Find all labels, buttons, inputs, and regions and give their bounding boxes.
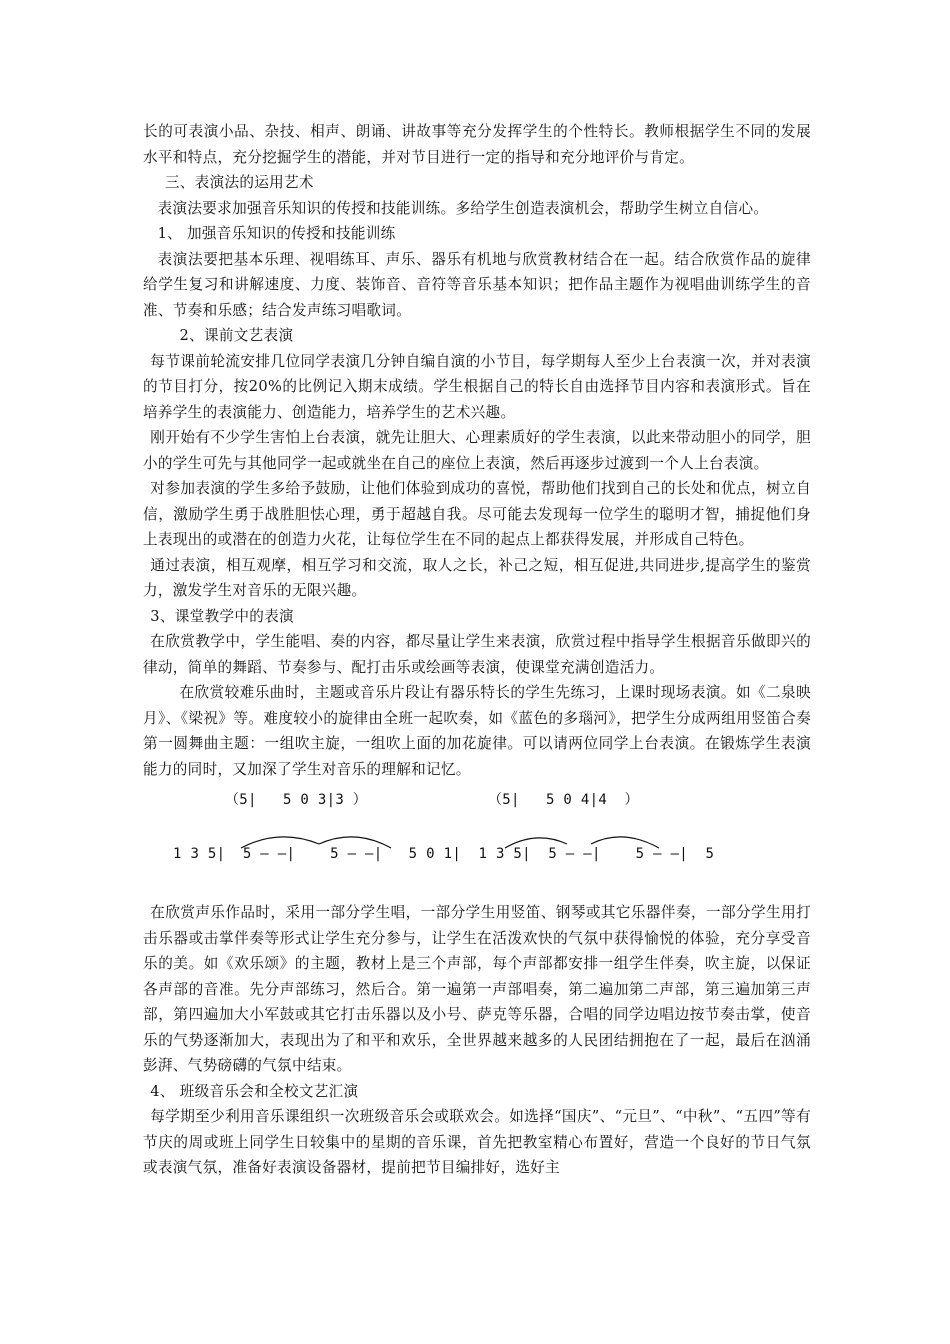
paragraph: 每学期至少利用音乐课组织一次班级音乐会或联欢会。如选择“国庆”、“元旦”、“中秋”、“五四”等有节庆的周或班上同学生日较集中的星期的音乐课，首先把教室精心布置好，营造一个良好的节日气氛或表演气氛，准备好表演设备器材，提前把节目编排好，选好主 — [143, 1108, 811, 1176]
paragraph: 对参加表演的学生多给予鼓励，让他们体验到成功的喜悦，帮助他们找到自己的长处和优点，树立自信，激励学生勇于战胜胆怯心理，勇于超越自我。尽可能去发现每一位学生的聪明才智，捕捉他们身上表现出的或潜在的创造力火花，让每位学生在不同的起点上都获得发展，并形成自己特色。 — [143, 480, 811, 548]
paragraph: 表演法要把基本乐理、视唱练耳、声乐、器乐有机地与欣赏教材结合在一起。结合欣赏作品的旋律给学生复习和讲解速度、力度、装饰音、音符等音乐基本知识；把作品主题作为视唱曲训练学生的音准、节奏和乐感；结合发声练习唱歌词。 — [143, 250, 811, 319]
numbered-notation-score — [143, 786, 811, 890]
paragraph: 在欣赏较难乐曲时，主题或音乐片段让有器乐特长的学生先练习，上课时现场表演。如《二泉映月》、《梁祝》等。难度较小的旋律由全班一起吹奏，如《蓝色的多瑙河》，把学生分成两组用竖笛合奏第一圆舞曲主题：一组吹主旋，一组吹上面的加花旋律。可以请两位同学上台表演。在锻炼学生表演能力的同时，又加深了学生对音乐的理解和记忆。 — [143, 684, 811, 778]
paragraph: 表演法要求加强音乐知识的传授和技能训练。多给学生创造表演机会，帮助学生树立自信心。 — [157, 199, 769, 217]
score-melody-line: 1 3 5| 5 – –| 5 – –| 5 0 1| 1 3 5| 5 – –| 5 – –| 5 — [173, 846, 715, 862]
section-heading: 三、表演法的运用艺术 — [164, 174, 314, 191]
subsection-heading: 2、课前文艺表演 — [179, 327, 294, 344]
score-upper-part-1: （5| 5 0 3|3 ） — [225, 792, 368, 808]
paragraph: 刚开始有不少学生害怕上台表演，就先让胆大、心理素质好的学生表演，以此来带动胆小的同学，胆小的学生可先与其他同学一起或就坐在自己的座位上表演，然后再逐步过渡到一个人上台表演。 — [143, 429, 811, 472]
subsection-heading: 3、课堂教学中的表演 — [150, 607, 294, 625]
paragraph: 每节课前轮流安排几位同学表演几分钟自编自演的小节目，每学期每人至少上台表演一次，并对表演的节目打分，按20%的比例记入期末成绩。学生根据自己的特长自由选择节目内容和表演形式。旨在培养学生的表演能力、创造能力，培养学生的艺术兴趣。 — [143, 352, 811, 421]
body-text — [143, 119, 811, 1181]
paragraph: 在欣赏教学中，学生能唱、奏的内容，都尽量让学生来表演，欣赏过程中指导学生根据音乐做即兴的律动，简单的舞蹈、节奏参与、配打击乐或绘画等表演，使课堂充满创造活力。 — [143, 633, 811, 676]
paragraph: 长的可表演小品、杂技、相声、朗诵、讲故事等充分发挥学生的个性特长。教师根据学生不同的发展水平和特点，充分挖掘学生的潜能，并对节目进行一定的指导和充分地评价与肯定。 — [143, 123, 811, 166]
paragraph: 通过表演，相互观摩，相互学习和交流，取人之长，补己之短，相互促进,共同进步,提高学生的鉴赏力，激发学生对音乐的无限兴趣。 — [143, 556, 811, 599]
subsection-heading: 1、 加强音乐知识的传授和技能训练 — [157, 225, 396, 242]
paragraph: 在欣赏声乐作品时，采用一部分学生唱，一部分学生用竖笛、钢琴或其它乐器伴奏，一部分学生用打击乐器或击掌伴奏等形式让学生充分参与，让学生在活泼欢快的气氛中获得愉悦的体验，充分享受音乐的美。如《欢乐颂》的主题，教材上是三个声部，每个声部都安排一组学生伴奏，吹主旋，以保证各声部的音准。先分声部练习，然后合。第一遍第一声部唱奏，第二遍加第二声部，第三遍加第三声部，第四遍加大小军鼓或其它打击乐器以及小号、萨克等乐器，合唱的同学边唱边按节奏击掌，使音乐的气势逐渐加大，表现出为了和平和欢乐，全世界越来越多的人民团结拥抱在了一起，最后在汹涌彭湃、气势磅礴的气氛中结束。 — [143, 904, 811, 1074]
subsection-heading: 4、 班级音乐会和全校文艺汇演 — [150, 1082, 359, 1100]
score-upper-part-2: （5| 5 0 4|4 ） — [488, 792, 639, 808]
